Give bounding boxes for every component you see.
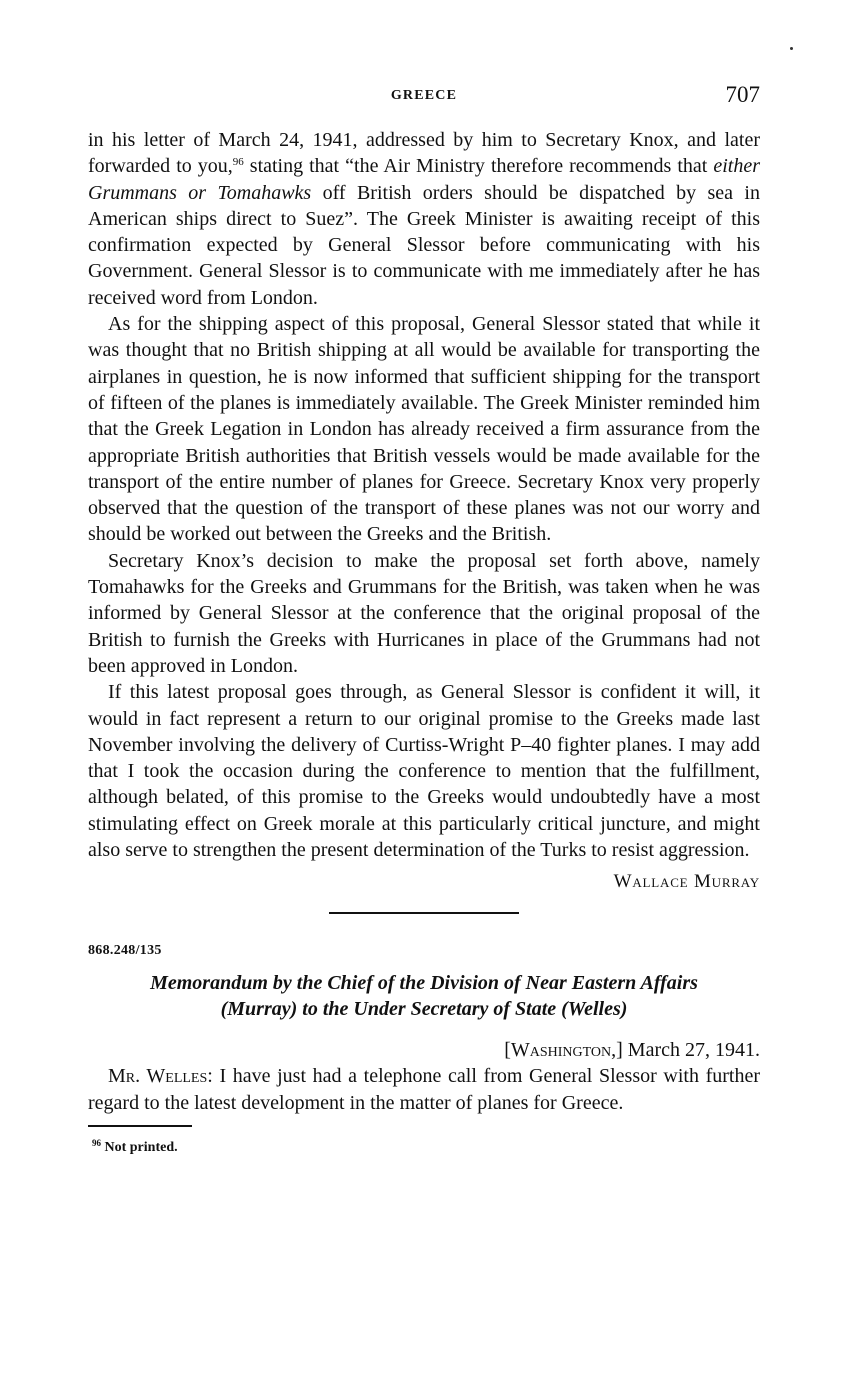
paragraph-2: As for the shipping aspect of this proposal, General Slessor stated that while it was thought that no British shipping at all would be available for transporting the airplanes in question, he is now informed that sufficient shipping for the transport of fifteen of the planes is immediately available. The Greek Minister reminded him that the Greek Legation in London has already received a firm assurance from the appropriate British authorities that British vessels would be made available for the transport of the entire number of planes for Greece. Secretary Knox very properly observed that the question of the transport of these planes was not our worry and should be worked out between the Greeks and the British. <box>88 313 760 546</box>
paragraph-1-part-a: in his letter of March 24, 1941, addressed by him to Secretary Knox, and later forwarded to you, <box>88 129 760 178</box>
dateline-date: March 27, 1941. <box>622 1038 760 1061</box>
footnote-reference: 96 <box>232 156 244 169</box>
footnote-text: Not printed. <box>101 1139 178 1155</box>
paragraph-3: Secretary Knox’s decision to make the proposal set forth above, namely Tomahawks for the Greeks and Grummans for the British, was taken when he was informed by General Slessor at the conference that the original proposal of the British to furnish the Greeks with Hurricanes in place of the Grummans had not been approved in London. <box>88 549 760 677</box>
footnote-marker: 96 <box>92 1137 101 1148</box>
document-title <box>88 970 760 1022</box>
section-divider <box>329 912 519 914</box>
memo-opening-paragraph <box>88 1063 760 1116</box>
file-number: 868.248/135 <box>88 942 162 958</box>
footnote <box>92 1135 760 1161</box>
document-title-line-1: Memorandum by the Chief of the Division of Near Eastern Affairs <box>150 971 698 994</box>
footnote-rule <box>88 1125 192 1127</box>
dateline <box>88 1037 760 1063</box>
scan-speck <box>790 47 793 50</box>
paragraph-4: If this latest proposal goes through, as General Slessor is confident it will, it would in fact represent a return to our original promise to the Greeks made last November involving the delivery of Curtiss-Wright P–40 fighter planes. I may add that I took the occasion during the conference to mention that the fulfillment, although belated, of this promise to the Greeks would undoubtedly have a most stimulating effect on Greek morale at this particularly critical juncture, and might also serve to strengthen the present determination of the Turks to resist aggression. <box>88 681 760 862</box>
document-title-line-2: (Murray) to the Under Secretary of State (Welles) <box>220 997 628 1020</box>
memo-opening-text: : I have just had a telephone call from General Slessor with further regard to the latest development in the matter of planes for Greece. <box>88 1065 760 1114</box>
paragraph-1 <box>88 127 760 311</box>
page-header <box>88 82 760 112</box>
paragraph-1-part-c: off British orders should be dispatched by sea in American ships direct to Suez”. The Greek Minister is awaiting receipt of this confirmation expected by General Slessor before communicating with his Government. General Slessor is to communicate with me immediately after he has received word from London. <box>88 181 760 309</box>
signature: Wallace Murray <box>613 871 760 893</box>
paragraph-1-italic: either Grummans or Tomahawks <box>88 155 760 204</box>
page-number: 707 <box>725 82 760 107</box>
salutation: Mr. Welles <box>108 1065 208 1088</box>
running-head: GREECE <box>390 88 458 103</box>
paragraph-1-part-b: stating that “the Air Ministry therefore recommends that <box>243 155 714 178</box>
dateline-place: [Washington,] <box>504 1038 623 1061</box>
body-text <box>88 127 760 1161</box>
